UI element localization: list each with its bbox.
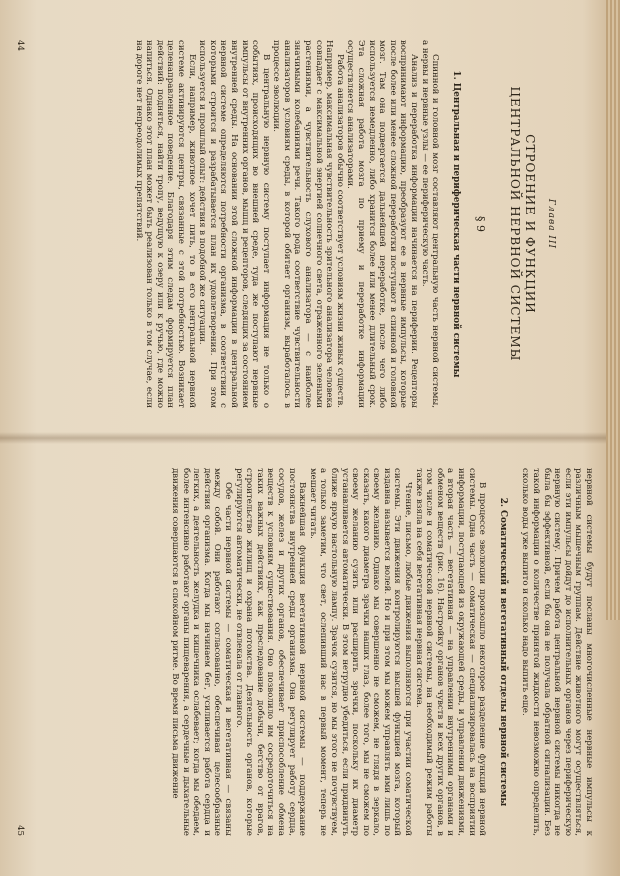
paragraph: Спинной и головной мозг составляют центральную часть нервной системы, а нервы и нервные узлы — ее периферическую часть. xyxy=(419,40,441,408)
paragraph: Чтение, письмо, любые движения выполняются при участии соматической системы. Эти движения контролируются высшей функцией мозга, который издавна называется волей. Но и при этом мы можем управлять ими лишь по своему желанию. Однако мы совершенно не сможем, не глядя в зеркало, сказать, какого диаметра зрачки наших глаз, более того, мы не сможем по своему желанию сузить или расширить зрачки, поскольку их диаметр устанавливается автоматически. В этом нетрудно убедиться, если придвинуть ближе яркую настольную лампу. Зрачок сузится, но мы этого не почувствуем, а только заметим, что свет, ослепивший нас в первый момент, теперь не мешает читать. xyxy=(307,468,414,836)
page-edges xyxy=(606,0,620,620)
section-number: § 9 xyxy=(474,216,488,232)
paragraph: В центральную нервную систему поступает информация не только о событиях, происходящих во внешней среде, туда же поступают нервные импульсы от внутренних органов, мышц и рецепторов, следящих за состоянием внутренней среды. На основании этой сложной информации в центральной нервной системе определяются потребности организма, в соответствии с которыми строится и разрабатывается план их удовлетворения. При этом используется и прошлый опыт: действия в подобной же ситуации. xyxy=(197,40,271,408)
page-number-left: 44 xyxy=(14,40,25,51)
chapter-title-line-2: ЦЕНТРАЛЬНОЙ НЕРВНОЙ СИСТЕМЫ xyxy=(508,86,523,362)
paragraph: В процессе эволюции произошло некоторое разделение функций нервной системы. Одна часть — соматическая — специализировалась на восприятии информации, поступающей из окружающей среды, и управлении движениями, а вторая часть — вегетативная — на управлении внутренними органами и обменом веществ (рис. 16). Настройку органов чувств и всех других органов, в том числе и соматической нервной системы, на необходимый режим работы также взяла на себя вегетативная нервная система. xyxy=(413,468,488,836)
paragraph: Если, например, животное хочет пить, то в его центральной нервной системе активируются центры, связанные с этой потребностью. Возникает целенаправленное поведение. Благодаря этим следам формируется план действий: подняться, найти тропу, ведущую к озеру или к ручью, где можно напиться. Однако этот план может быть реализован только в том случае, если на дороге нет непреодолимых препятствий. xyxy=(133,40,197,408)
subsection-heading-2: 2. Соматический и вегетативный отделы нервной системы xyxy=(497,497,508,807)
paragraph: нервной системы будут посланы многочисленные нервные импульсы к различным мышечным группам. Действие животного могут осуществляться, если эти импульсы дойдут до исполнительных органов через периферическую нервную систему. Причем работа центральной нервной системы никогда не была бы эффективной, если бы она не получала обратной сигнализации. Без такой информации о количестве принятой жидкости невозможно определить, сколько воды уже выпито и сколько надо выпить еще. xyxy=(520,468,594,836)
chapter-label: Глава III xyxy=(546,198,556,250)
paragraph: Работа анализаторов обычно соответствует условиям жизни живых существ. Например, максимальная чувствительность зрительного анализатора человека совпадает с максимальной энергией солнечного света, отраженного зелеными растениями, а чувствительность слухового анализатора — с наиболее значимыми колебаниями речи. Такого рода соответствие чувствительности анализаторов условиям среды, в которой обитает организм, выработалось в процессе эволюции. xyxy=(271,40,345,408)
paragraph: Анализ и переработка информации начинается на периферии. Рецепторы воспринимают информацию, преобразуют ее в нервные импульсы, которые после более или менее сложной переработки поступают в спинной и головной мозг. Там она подвергается дальнейшей переработке, после чего либо используется немедленно, либо хранится более или менее длительный срок. Эта сложная работа мозга по приему и переработке информации осуществляется анализаторами. xyxy=(345,40,420,408)
paragraph: Обе части нервной системы — соматическая и вегетативная — связаны между собой. Они работают согласованно, обеспечивая целесообразные действия организма. Когда мы начинаем бег, усиливается работа сердца и легких, а деятельность желудка и кишечника ослабевает; когда мы обедаем, более интенсивно работают органы пищеварения, а сердечные и дыхательные движения совершаются в спокойном ритме. Во время письма движение xyxy=(170,468,233,836)
chapter-title-line-1: СТРОЕНИЕ И ФУНКЦИИ xyxy=(523,134,538,314)
chapter-title xyxy=(507,40,537,408)
paragraph: Важнейшая функция вегетативной нервной системы — поддержание постоянства внутренней среды организма. Она регулирует работу сердца, сосудов, желез и других органов, обеспечивает приспособление обмена веществ к условиям существования. Оно позволило им сосредоточиться на таких важных действиях, как преследование добычи, бегство от врагов, строительство жилищ и охрана потомства. Деятельность органов, которые регулируются автоматически, не отвлекала от главного. xyxy=(233,468,308,836)
right-page xyxy=(0,438,620,876)
subsection-heading-1: 1. Центральная и периферическая части нервной системы xyxy=(450,70,461,378)
page-number-right: 45 xyxy=(14,825,25,836)
